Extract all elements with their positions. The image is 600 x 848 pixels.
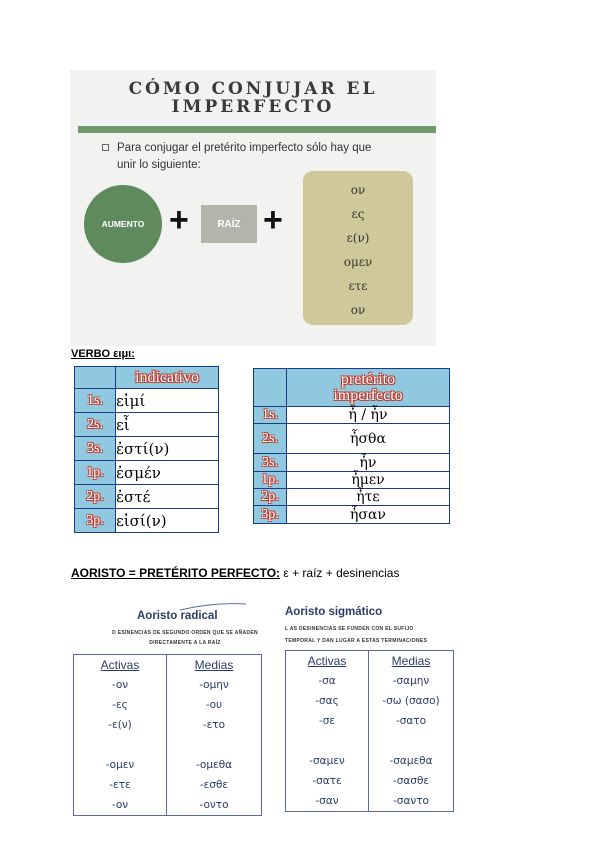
person-label: 3s. (75, 437, 116, 461)
raiz-label: RAÍZ (217, 218, 241, 230)
present-header: indicativo (116, 367, 219, 389)
ending-cell: -ου (167, 695, 262, 715)
sigmatico-desc-line1: L AS DESINENCIAS SE FUNDEN CON EL SUFIJO (285, 626, 414, 632)
column-header: Activas (286, 651, 369, 672)
imperfect-header-line1: pretérito (340, 370, 396, 388)
ending-cell: -σα (286, 671, 369, 691)
verb-form: ἐστί(ν) (116, 437, 219, 461)
ending-cell: -σαν (286, 791, 369, 812)
slide-bullet-line1: Para conjugar el pretérito imperfecto sólo hay que (117, 142, 372, 154)
radical-desc-line2: DIRECTAMENTE A LA RAÍZ (149, 640, 221, 646)
ending-item: oν (350, 183, 366, 197)
person-label: 2s. (254, 424, 287, 454)
imperfect-slide (70, 70, 436, 346)
square-bullet-icon (102, 144, 109, 151)
verb-form: ἦσαν (287, 506, 450, 524)
ending-cell: -oμεθα (167, 755, 262, 775)
ending-cell: -ετε (74, 775, 167, 795)
verb-form: εἰμί (116, 389, 219, 413)
slide-divider-bar (78, 126, 436, 133)
ending-cell: -oν (74, 795, 167, 816)
slide-bullet-line2: unir lo siguiente: (117, 159, 201, 171)
verb-form: εἰσί(ν) (116, 509, 219, 533)
person-label: 2s. (75, 413, 116, 437)
column-header: Medias (167, 655, 262, 676)
verb-form: ἐστέ (116, 485, 219, 509)
ending-cell (369, 731, 454, 751)
slide-title-line1: CÓMO CONJUJAR EL (128, 79, 378, 99)
verb-form: εἶ (116, 413, 219, 437)
person-label: 3p. (254, 506, 287, 524)
imperfect-header-line2: imperfecto (333, 386, 403, 404)
ending-cell: -ετο (167, 715, 262, 735)
ending-item: ες (351, 207, 365, 221)
imperfect-header (287, 369, 450, 407)
verb-form: ἦ / ἦν (287, 407, 450, 424)
person-label: 3s. (254, 454, 287, 472)
aoristo-label (71, 566, 399, 580)
column-header: Activas (74, 655, 167, 676)
ending-cell: -ε(ν) (74, 715, 167, 735)
ending-cell (167, 735, 262, 755)
person-label: 2p. (75, 485, 116, 509)
slide-title (70, 80, 436, 116)
aoristo-label-rest: ε + raíz + desinencias (280, 566, 400, 580)
person-label: 3p. (75, 509, 116, 533)
verb-form: ἦσθα (287, 424, 450, 454)
aumento-label: AUMENTO (101, 219, 145, 229)
ending-item: ε(ν) (346, 231, 370, 245)
raiz-box (201, 205, 257, 243)
ending-cell: -σαμεν (286, 751, 369, 771)
verb-form: ἦμεν (287, 472, 450, 489)
slide-title-line2: IMPERFECTO (171, 97, 335, 117)
sigmatico-title: Aoristo sigmático (285, 606, 383, 618)
ending-cell: -ες (74, 695, 167, 715)
ending-cell (74, 735, 167, 755)
ending-cell: -oντο (167, 795, 262, 816)
sigmatico-desc (285, 626, 455, 644)
ending-item: ετε (348, 279, 368, 293)
aumento-circle (84, 185, 162, 263)
ending-cell: -σω (σασο) (369, 691, 454, 711)
verbo-label: VERBO ειμι: (71, 348, 135, 360)
ending-cell: -oν (74, 675, 167, 695)
ending-cell: -εσθε (167, 775, 262, 795)
ending-item: oν (350, 303, 366, 317)
ending-cell: -σε (286, 711, 369, 731)
verb-form: ἦν (287, 454, 450, 472)
ending-cell: -σας (286, 691, 369, 711)
ending-cell: -σατο (369, 711, 454, 731)
column-header: Medias (369, 651, 454, 672)
ending-cell: -σασθε (369, 771, 454, 791)
person-label: 1s. (75, 389, 116, 413)
ending-cell: -σαμην (369, 671, 454, 691)
radical-title: Aoristo radical (137, 610, 218, 622)
endings-box (303, 171, 413, 325)
ending-cell: -oμην (167, 675, 262, 695)
sigmatico-desc-line2: TEMPORAL Y DAN LUGAR A ESTAS TERMINACIONES (285, 638, 428, 644)
radical-endings-table (73, 654, 262, 816)
ending-cell: -σατε (286, 771, 369, 791)
radical-desc-line1: D ESINENCIAS DE SEGUNDO ORDEN QUE SE AÑADEN (112, 630, 258, 636)
person-label: 1s. (254, 407, 287, 424)
ending-cell: -oμεν (74, 755, 167, 775)
aoristo-label-bold: AORISTO = PRETÉRITO PERFECTO: (71, 566, 281, 580)
plus-icon: + (169, 201, 189, 239)
present-indicative-table (74, 366, 219, 533)
plus-icon: + (263, 201, 283, 239)
sigmatico-endings-table (285, 650, 454, 812)
radical-desc (110, 630, 260, 646)
verb-form: ἦτε (287, 489, 450, 506)
ending-cell: -σαμεθα (369, 751, 454, 771)
person-label: 2p. (254, 489, 287, 506)
verb-form: ἐσμέν (116, 461, 219, 485)
ending-cell: -σαντο (369, 791, 454, 812)
person-label: 1p. (75, 461, 116, 485)
ending-cell (286, 731, 369, 751)
person-label: 1p. (254, 472, 287, 489)
imperfect-table (253, 368, 450, 524)
slide-bullet (102, 140, 422, 174)
ending-item: oμεν (343, 255, 373, 269)
